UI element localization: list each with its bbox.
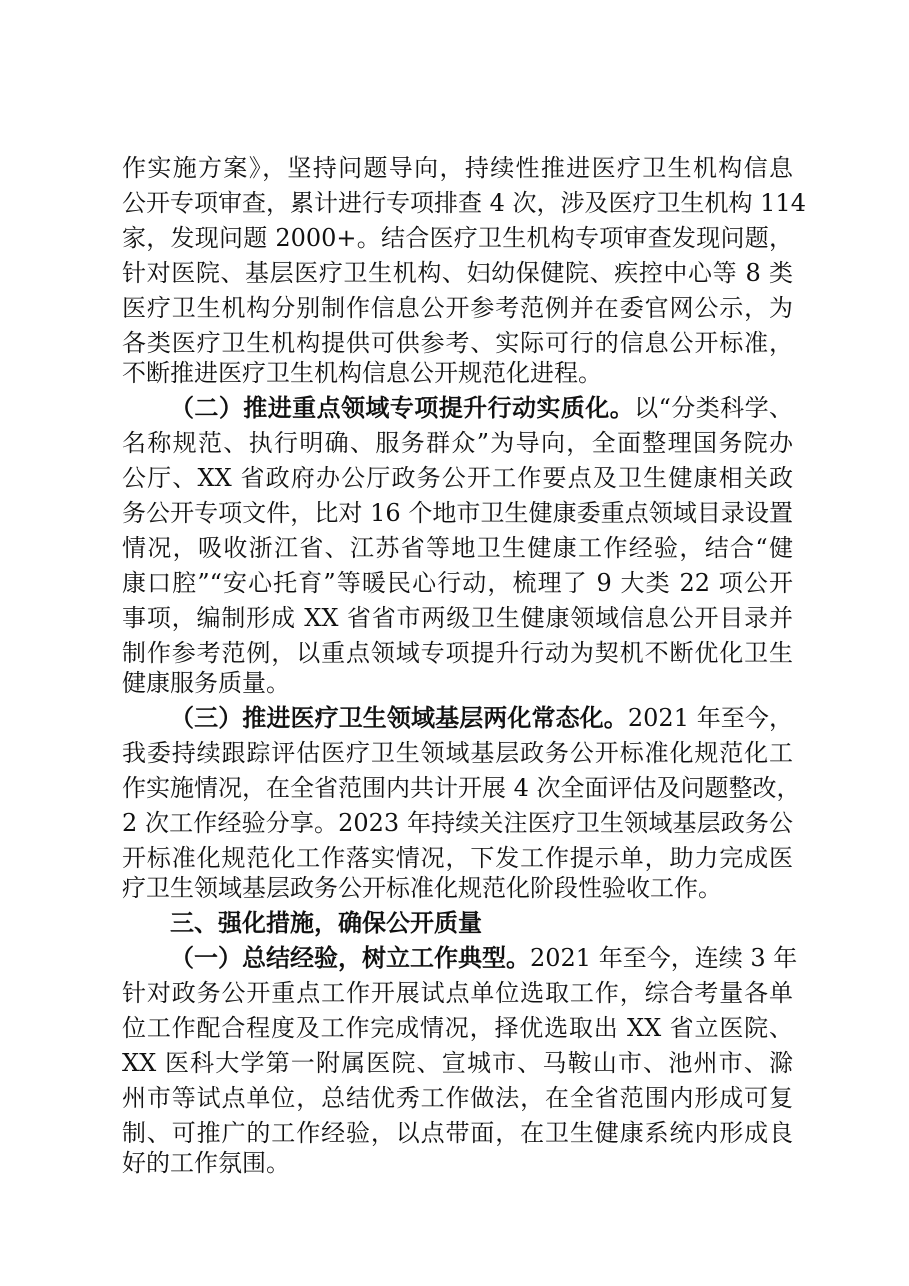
paragraph-3-first-rest: 2021 年至今，	[627, 704, 793, 732]
paragraph-2-line-2: 名称规范、执行明确、服务群众”为导向，全面整理国务院办	[122, 429, 793, 457]
paragraph-2-line-5: 情况，吸收浙江省、江苏省等地卫生健康工作经验，结合“健	[122, 534, 793, 562]
paragraph-3-line-2: 我委持续跟踪评估医疗卫生领域基层政务公开标准化规范化工	[122, 739, 793, 767]
paragraph-1-line-4: 针对医院、基层医疗卫生机构、妇幼保健院、疾控中心等 8 类	[122, 259, 793, 287]
paragraph-2-line-6: 康口腔”“安心托育”等暖民心行动，梳理了 9 大类 22 项公开	[122, 569, 793, 597]
paragraph-3-line-6: 疗卫生领域基层政务公开标准化规范化阶段性验收工作。	[122, 874, 722, 902]
paragraph-3-lead: （三）推进医疗卫生领域基层两化常态化。	[170, 703, 628, 732]
paragraph-1-line-1: 作实施方案》，坚持问题导向，持续性推进医疗卫生机构信息	[122, 154, 793, 182]
paragraph-1-line-6: 各类医疗卫生机构提供可供参考、实际可行的信息公开标准，	[122, 329, 793, 357]
paragraph-4-line-3: 位工作配合程度及工作完成情况，择优选取出 XX 省立医院、	[122, 1014, 793, 1042]
paragraph-4-line-1	[170, 940, 798, 976]
paragraph-2-first-rest: 以“分类科学、	[634, 394, 793, 422]
paragraph-2-line-8: 制作参考范例，以重点领域专项提升行动为契机不断优化卫生	[122, 639, 793, 667]
paragraph-2-line-7: 事项，编制形成 XX 省省市两级卫生健康领域信息公开目录并	[122, 604, 793, 632]
paragraph-4-line-2: 针对政务公开重点工作开展试点单位选取工作，综合考量各单	[122, 979, 793, 1007]
paragraph-3-line-1	[170, 700, 793, 736]
section-heading: 三、强化措施，确保公开质量	[170, 909, 482, 937]
paragraph-4-line-4: XX 医科大学第一附属医院、宣城市、马鞍山市、池州市、滁	[122, 1049, 793, 1077]
paragraph-2-line-1	[170, 390, 793, 426]
paragraph-4-line-5: 州市等试点单位，总结优秀工作做法，在全省范围内形成可复	[122, 1084, 793, 1112]
paragraph-4-first-rest: 2021 年至今，连续 3 年	[530, 944, 798, 972]
paragraph-1-line-2: 公开专项审查，累计进行专项排查 4 次，涉及医疗卫生机构 114	[122, 189, 806, 217]
paragraph-3-line-5: 开标准化规范化工作落实情况，下发工作提示单，助力完成医	[122, 844, 793, 872]
paragraph-2-lead: （二）推进重点领域专项提升行动实质化。	[170, 393, 635, 422]
paragraph-1-line-3: 家，发现问题 2000+。结合医疗卫生机构专项审查发现问题，	[122, 224, 793, 252]
paragraph-1-line-7: 不断推进医疗卫生机构信息公开规范化进程。	[122, 359, 602, 387]
paragraph-4-lead: （一）总结经验，树立工作典型。	[170, 943, 530, 972]
paragraph-4-line-7: 好的工作氛围。	[122, 1149, 290, 1177]
paragraph-3-line-4: 2 次工作经验分享。2023 年持续关注医疗卫生领域基层政务公	[122, 809, 793, 837]
paragraph-2-line-4: 务公开专项文件，比对 16 个地市卫生健康委重点领域目录设置	[122, 499, 793, 527]
paragraph-4-line-6: 制、可推广的工作经验，以点带面，在卫生健康系统内形成良	[122, 1119, 793, 1147]
paragraph-2-line-9: 健康服务质量。	[122, 669, 290, 697]
paragraph-2-line-3: 公厅、XX 省政府办公厅政务公开工作要点及卫生健康相关政	[122, 464, 793, 492]
paragraph-1-line-5: 医疗卫生机构分别制作信息公开参考范例并在委官网公示，为	[122, 294, 793, 322]
paragraph-3-line-3: 作实施情况，在全省范围内共计开展 4 次全面评估及问题整改，	[122, 774, 801, 802]
